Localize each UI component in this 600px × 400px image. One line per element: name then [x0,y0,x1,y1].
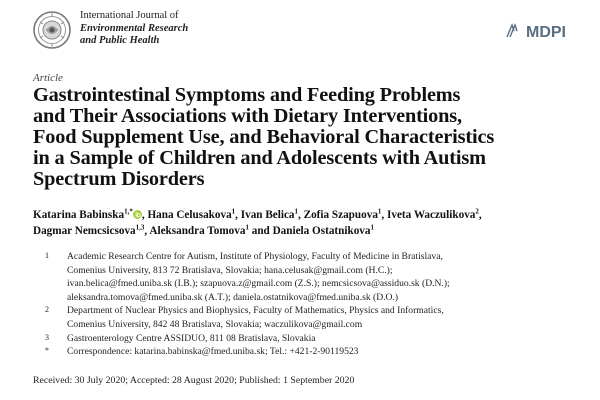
affiliation-line: Comenius University, 842 48 Bratislava, Slovakia; waczulikova@gmail.com [67,318,363,330]
affiliation-item [45,304,590,331]
affiliation-mark: 1 [45,251,49,260]
author-affiliation-mark: 1 [370,223,374,232]
publisher-logo [504,18,582,44]
affiliation-line: Correspondence: katarina.babinska@fmed.uniba.sk; Tel.: +421-2-90119523 [67,346,359,358]
affiliation-line: ivan.belica@fmed.uniba.sk (I.B.); szapuova.z@gmail.com (Z.S.); nemcsicsova@assiduo.sk (D.N.); [67,278,450,290]
title-line: Spectrum Disorders [33,168,205,190]
journal-name [80,10,188,48]
publisher-name: MDPI [526,24,566,41]
affiliation-line: Gastroenterology Centre ASSIDUO, 811 08 Bratislava, Slovakia [67,332,316,344]
author-separator: , [381,209,388,221]
journal-logo-icon [32,10,72,50]
author-affiliation-mark: 1 [294,207,299,216]
affiliation-line: Comenius University, 813 72 Bratislava, Slovakia; hana.celusak@gmail.com (H.C.); [67,264,393,276]
author-name: Dagmar Nemcsicsova [33,225,136,237]
author-separator: , [141,209,148,221]
publication-dates: Received: 30 July 2020; Accepted: 28 August 2020; Published: 1 September 2020 [33,375,355,386]
affiliation-list [45,250,590,359]
journal-name-line2: Environmental Research [80,22,189,34]
affiliation-mark: 3 [45,332,49,342]
author-affiliation-mark: 2 [475,207,479,216]
author-name: Iveta Waczulikova [387,209,476,221]
affiliation-line: Academic Research Centre for Autism, Institute of Physiology, Faculty of Medicine in Bratislava, [67,251,443,262]
author-affiliation-mark: 1 [231,207,236,216]
title-line: and Their Associations with Dietary Interventions, [33,105,462,127]
author-name: Hana Celusakova [147,209,232,221]
author-separator: and [248,225,273,237]
author-name: Aleksandra Tomova [149,225,246,237]
author-affiliation-mark: 1,3 [135,223,145,232]
author-affiliation-mark: 1 [377,207,382,216]
affiliation-line: Department of Nuclear Physics and Biophysics, Faculty of Mathematics, Physics and Informatics, [67,305,444,317]
journal-name-line1: International Journal of [80,10,179,21]
journal-name-line3: and Public Health [80,35,160,46]
author-name: Zofia Szapuova [303,209,378,221]
article-type: Article [33,72,63,84]
author-separator: , [298,209,304,221]
affiliation-mark: 2 [45,305,49,315]
affiliation-item [45,345,590,359]
affiliation-line: aleksandra.tomova@fmed.uniba.sk (A.T.); daniela.ostatnikova@fmed.uniba.sk (D.O.) [67,291,399,303]
title-line: Food Supplement Use, and Behavioral Characteristics [33,126,495,148]
author-name: Katarina Babinska [33,209,125,221]
author-separator: , [235,209,241,221]
author-list [33,207,593,239]
orcid-icon[interactable] [133,208,142,217]
author-affiliation-mark: 1 [245,223,249,232]
paper-title [33,85,578,190]
author-affiliation-mark: 1,* [124,207,133,216]
author-separator: , [478,209,482,221]
affiliation-item [45,250,590,304]
title-line: Gastrointestinal Symptoms and Feeding Problems [33,84,461,106]
title-line: in a Sample of Children and Adolescents with Autism [33,147,486,169]
author-separator: , [144,225,150,237]
affiliation-item [45,332,590,346]
affiliation-mark: * [45,346,49,356]
author-name: Daniela Ostatnikova [272,225,371,237]
author-name: Ivan Belica [240,209,295,221]
